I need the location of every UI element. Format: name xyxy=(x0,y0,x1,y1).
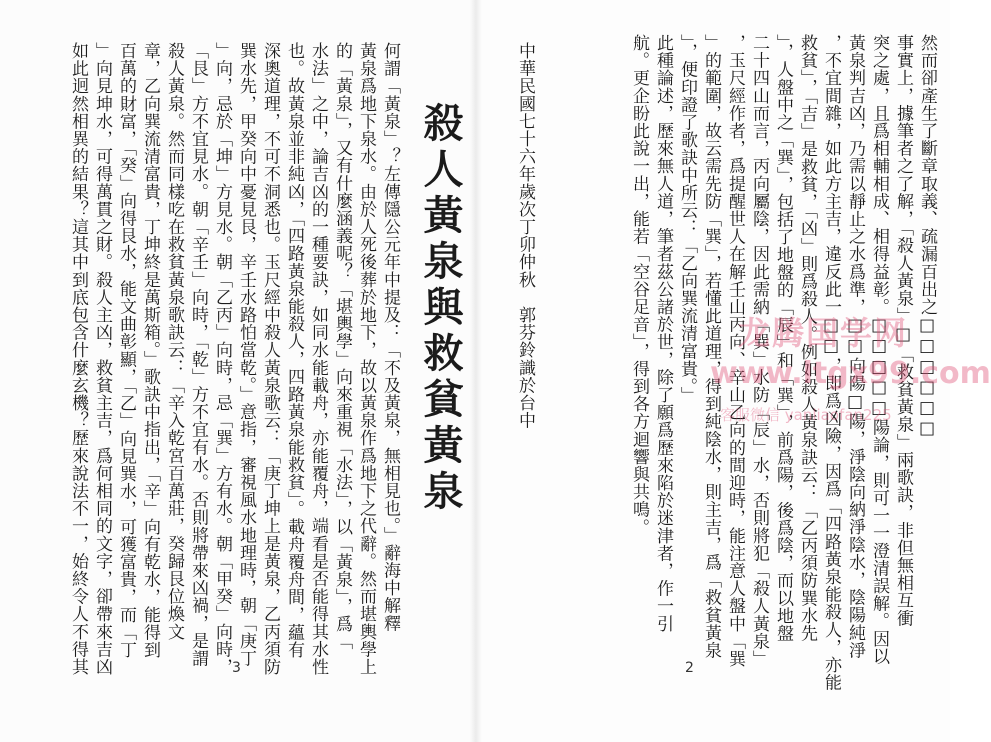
text-column: 黃泉判吉凶，乃需以靜止之水爲準，□□向陽□陽，淨陰向納淨陰水，陰陽純淨 xyxy=(845,34,865,659)
watermark-site-name: 龙腾国学网 xyxy=(738,314,909,352)
date-line: 中華民國七十六年歲次丁卯仲秋 郭芬鈴識於台中 xyxy=(515,42,535,430)
text-column: 水法」之中，論吉凶的一種要訣，如同水能載舟，亦能覆舟，端看是否能得其水性 xyxy=(308,42,328,676)
text-column: 如此迥然相異的結果？這其中到底包含什麼玄機？歷來說法不一，始終令人不得其 xyxy=(68,42,88,676)
text-column: 」向，忌於「坤」方見水。朝「乙丙」向時，忌「巽」方有水。朝「甲癸」向時， xyxy=(212,42,232,676)
text-column: 的「黃泉」，又有什麼涵義呢？「堪輿學」向來重視「水法」，以「黃泉」，爲「 xyxy=(332,42,352,651)
text-column: 事實上，據筆者之了解，「殺人黃泉」□「救貧黃泉」兩歌訣，非但無相互衝 xyxy=(893,34,913,627)
text-column: 殺人黃泉。然而同樣吃在救貧黃泉歌訣云：「辛入乾宮百萬莊，癸歸艮位煥文 xyxy=(164,42,184,641)
text-column: ，玉尺經作者，爲提醒世人在解壬山丙向、辛山乙向的間迎時，能注意人盤中「巽 xyxy=(725,34,745,668)
left-page xyxy=(0,0,475,742)
text-column: 黃泉爲地下泉水。由於人死後葬於地下，故以黃泉作爲地下之代辭。然而堪輿學上 xyxy=(356,42,376,676)
text-column: 然而卻產生了斷章取義、疏漏百出之□□□□□□ xyxy=(917,34,937,440)
text-column: 」向見坤水，可得萬貫之財。殺人主凶，救貧主吉，爲何相同的文字，卻帶來吉凶 xyxy=(92,42,112,676)
text-column: 」，人盤中之「巽」，包括了地盤的「辰」和「巽」，前爲陽，後爲陰，而以地盤 xyxy=(773,34,793,643)
text-column: 巽水先，甲癸向中憂見艮，辛壬水路怕當乾。」意指，審視風水地理時，朝「庚丁 xyxy=(236,42,256,668)
text-column: 此種論述，歷來無人道，筆者茲公諸於世，除了願爲歷來陷於迷津者，作一引 xyxy=(653,34,673,633)
text-column: 深奧道理，不可不洞悉也。玉尺經中殺人黃泉歌云：「庚丁坤上是黃泉，乙丙須防 xyxy=(260,42,280,676)
watermark-url: www.ltgx99.com xyxy=(710,356,991,391)
text-column: ，不宜間雜，如此方主吉，違反此一□□，即爲凶險，因爲「四路黃泉能殺人，亦能 xyxy=(821,34,841,692)
text-column: 」的範圍，故云需先防「巽」，若懂此道理，得到純陰水，則主吉，爲「救貧黃泉 xyxy=(701,34,721,660)
watermark-contact: 客服微信 yanliaofan225 xyxy=(720,406,892,424)
text-column: 突之處，且爲相輔相成、相得益彰。□□□□□陽論，則可一一澄清誤解。因以 xyxy=(869,34,889,665)
text-column: 航。更企盼此說一出，能若「空谷足音」，得到各方迴響與共鳴。 xyxy=(629,34,649,536)
text-column: 」，便印證了歌訣中所云：「乙向巽流清富貴。」 xyxy=(677,34,697,405)
text-column: 「艮」方不宜見水。朝「辛壬」向時，「乾」方不宜有水。否則將帶來凶禍，是謂 xyxy=(188,42,208,668)
chapter-title: 殺人黃泉與救貧黃泉 xyxy=(417,102,463,516)
left-page-text-block xyxy=(40,0,463,742)
page-number-left: 3 xyxy=(232,660,241,676)
text-column: 何謂「黃泉」？左傳隱公元年中提及：「不及黃泉，無相見也。」辭海中解釋 xyxy=(380,42,400,632)
text-column: 也。故黃泉並非純凶，「四路黃泉能殺人，四路黃泉能救貧」。載舟覆舟間，蘊有 xyxy=(284,42,304,659)
text-column: 救貧」，「吉」是救貧，「凶」則爲殺人。例如殺人黃泉訣云：「乙丙須防巽水先 xyxy=(797,34,817,643)
right-page xyxy=(475,0,950,742)
page-number-right: 2 xyxy=(685,660,694,676)
book-gutter xyxy=(470,0,482,742)
text-column: 章，乙向巽流清富貴，丁坤終是萬斯箱。」歌訣中指出，「辛」向有乾水，能得到 xyxy=(140,42,160,659)
text-column: 二十四山而言，丙向屬陰，因此需納「巽」水防「辰」水，否則將犯「殺人黃泉」 xyxy=(749,34,769,668)
right-page-text-block xyxy=(575,0,935,742)
text-column: 百萬的財富，「癸」向得艮水，能文曲彰顯，「乙」向見巽水，可獲富貴，而「丁 xyxy=(116,42,136,659)
